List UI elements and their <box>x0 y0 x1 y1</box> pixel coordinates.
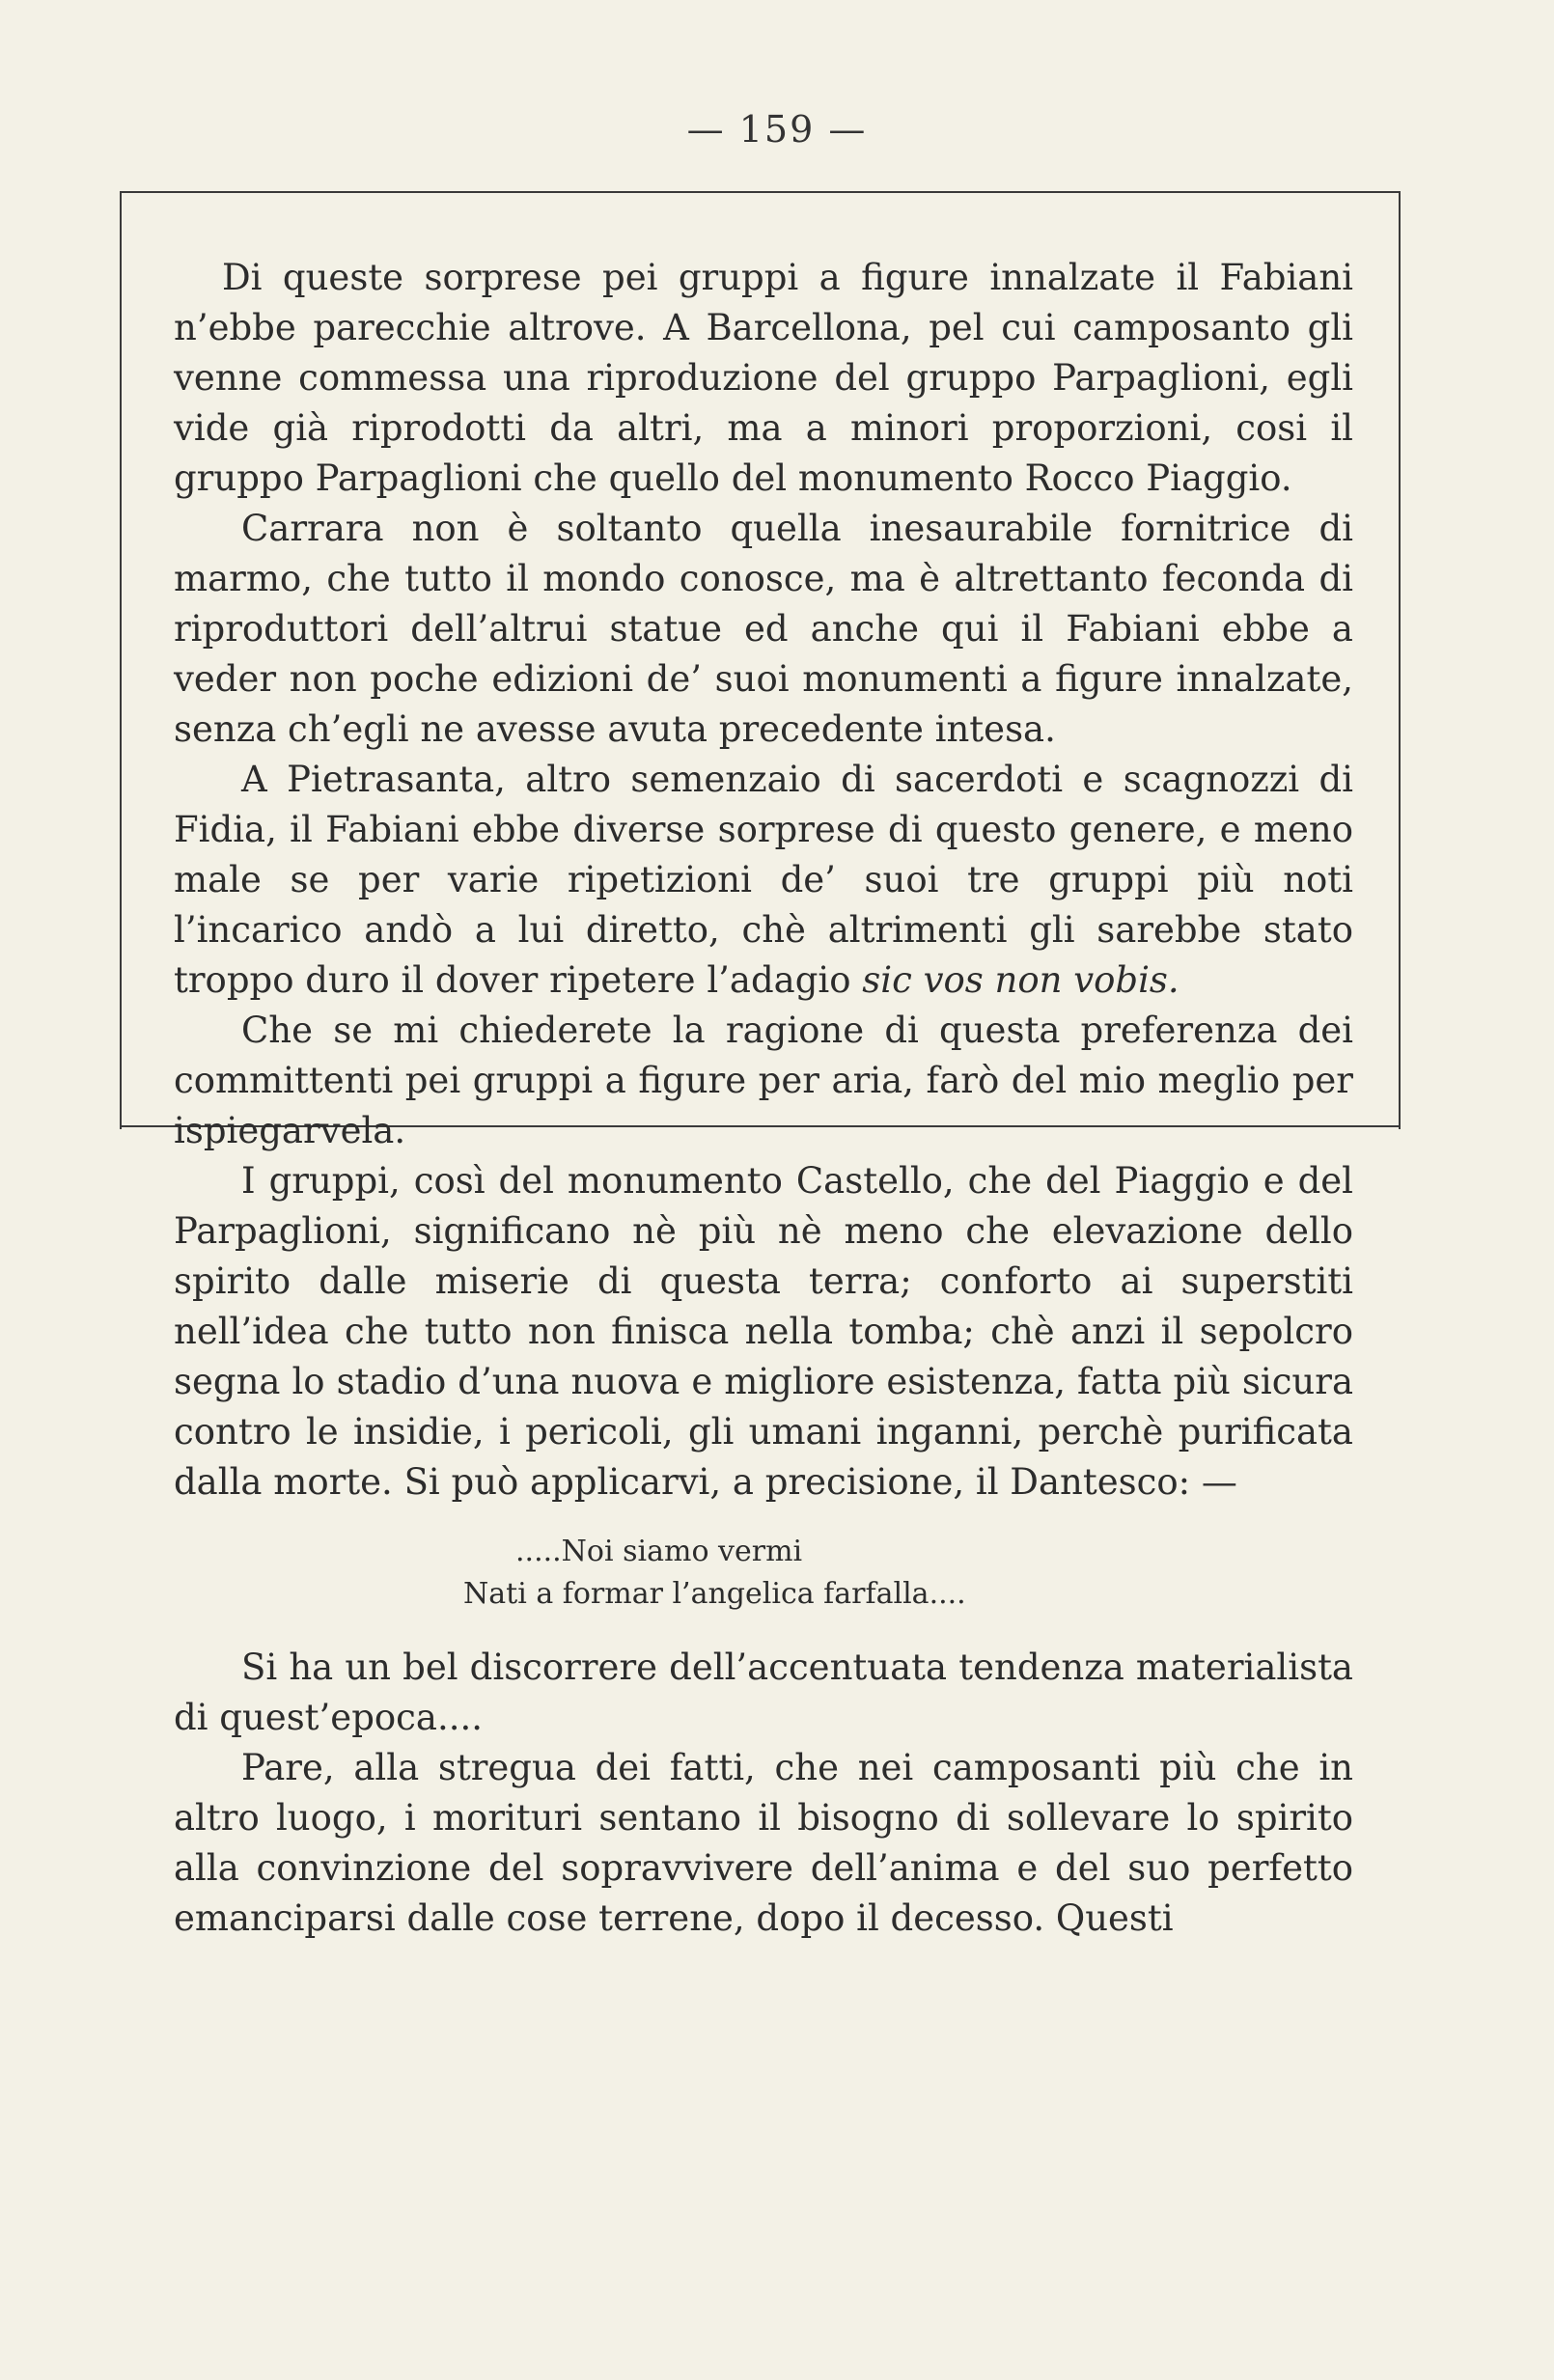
paragraph-camposanti: Pare, alla stregua dei fatti, che nei camposanti più che in altro luogo, i morituri sentano il bisogno di sollevare lo spirito alla convinzione del sopravvivere dell’anima e del suo perfetto emanciparsi dalle cose terrene, dopo il decesso. Questi <box>174 1747 1353 1939</box>
body-text <box>174 253 1353 1944</box>
paragraph-preferenza: Che se mi chiederete la ragione di questa preferenza dei committenti pei gruppi a figure per aria, farò del mio meglio per ispiegarvela. <box>174 1010 1353 1151</box>
paragraph-pietrasanta-text: A Pietrasanta, altro semenzaio di sacerdoti e scagnozzi di Fidia, il Fabiani ebbe diverse sorprese di questo genere, e meno male se per varie ripetizioni de’ suoi tre gruppi più noti l’incarico andò a lui diretto, chè altrimenti gli sarebbe stato troppo duro il dover ripetere l’adagio <box>174 759 1353 1001</box>
verse-line-2: Nati a formar l’angelica farfalla.... <box>463 1577 966 1611</box>
paragraph-gruppi: I gruppi, così del monumento Castello, che del Piaggio e del Parpaglioni, significano nè più nè meno che elevazione dello spirito dalle miserie di questa terra; conforto ai superstiti nell’idea che tutto non finisca nella tomba; chè anzi il sepolcro segna lo stadio d’una nuova e migliore esistenza, fatta più sicura contro le insidie, i pericoli, gli umani inganni, perchè purificata dalla morte. Si può applicarvi, a precisione, il Dantesco: — <box>174 1160 1353 1503</box>
paragraph-carrara: Carrara non è soltanto quella inesaurabile fornitrice di marmo, che tutto il mondo conosce, ma è altrettanto feconda di riproduttori dell’altrui statue ed anche qui il Fabiani ebbe a veder non poche edizioni de’ suoi monumenti a figure innalzate, senza ch’egli ne avesse avuta precedente intesa. <box>174 508 1353 750</box>
paragraph-barcellona: Di queste sorprese pei gruppi a figure innalzate il Fabiani n’ebbe parecchie altrove. A Barcellona, pel cui camposanto gli venne commessa una riproduzione del gruppo Parpaglioni, egli vide già riprodotti da altri, ma a minori proporzioni, cosi il gruppo Parpaglioni che quello del monumento Rocco Piaggio. <box>174 257 1353 499</box>
dante-quotation <box>174 1531 1353 1616</box>
paragraph-materialista: Si ha un bel discorrere dell’accentuata tendenza materialista di quest’epoca.... <box>174 1647 1353 1738</box>
page-number: — 159 — <box>686 108 868 151</box>
verse-line-1: .....Noi siamo vermi <box>515 1535 803 1568</box>
latin-adage: sic vos non vobis. <box>862 959 1179 1001</box>
paragraph-pietrasanta <box>174 755 1353 1006</box>
